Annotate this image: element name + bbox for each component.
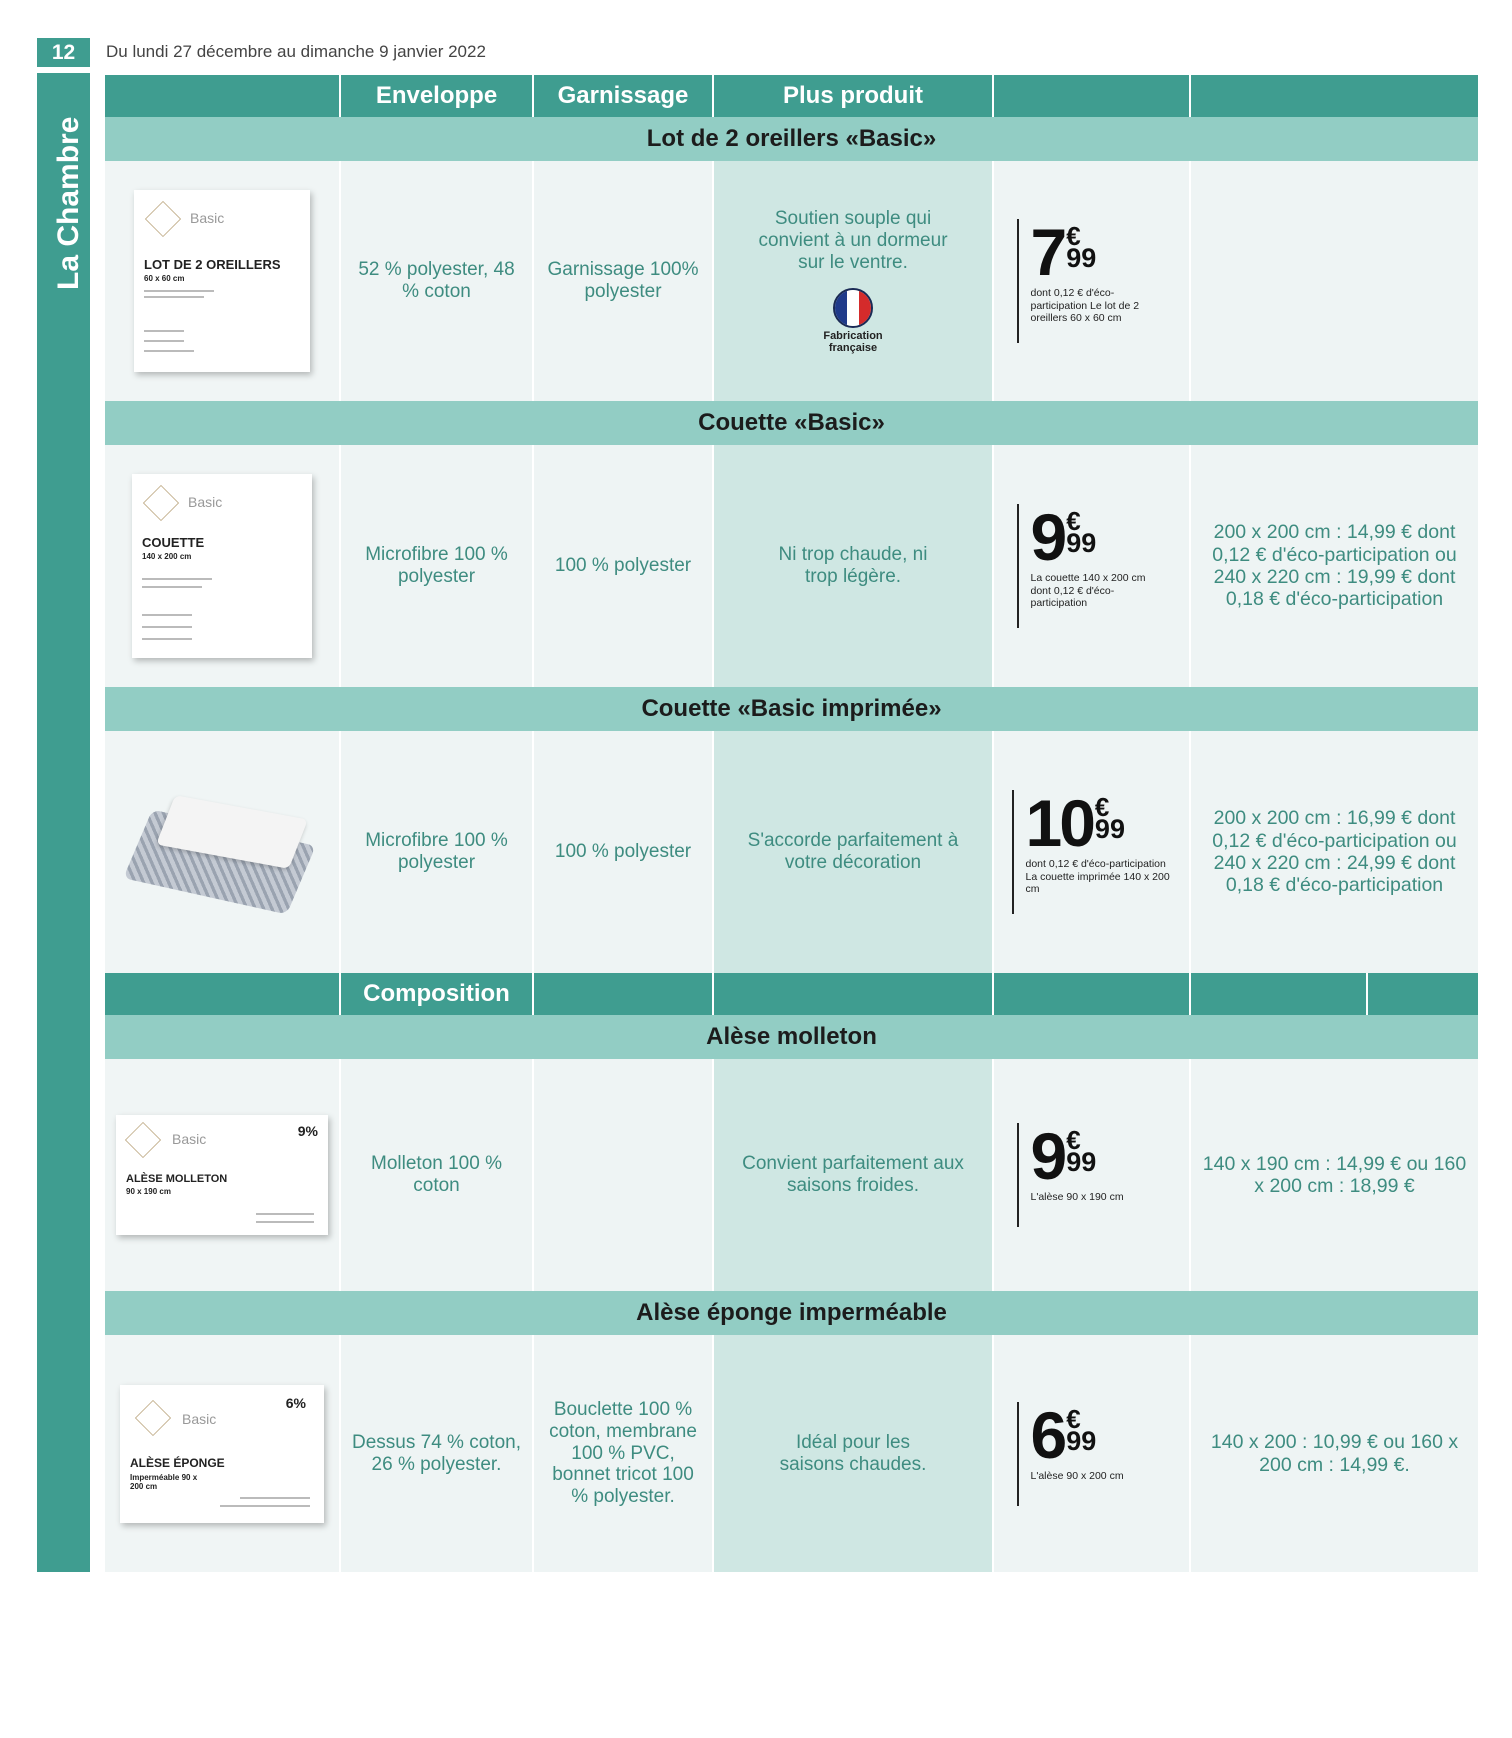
plus-text: Ni trop chaude, ni trop légère. [778,544,928,587]
pack-brand: Basic [188,494,223,510]
brand-logo-icon [143,485,179,521]
product-title: Couette «Basic» [105,401,1478,445]
garnissage-value: Bouclette 100 % coton, membrane 100 % PVC, bonnet tricot 100 % polyester. [534,1335,714,1572]
price-integer: 7 [1030,215,1065,289]
price-integer: 9 [1030,1119,1065,1193]
column-header-row [105,75,1478,117]
garnissage-value: 100 % polyester [534,445,714,687]
price [1017,215,1167,343]
extra-sizes: 140 x 200 : 10,99 € ou 160 x 200 cm : 14,99 €. [1191,1335,1478,1572]
brand-logo-icon [145,201,181,237]
price-cell [994,1059,1191,1291]
plus-produit-value [714,1335,994,1572]
product-row [105,1335,1478,1572]
pack-price: 6% [285,1394,306,1411]
product-image [105,1335,341,1572]
price-integer: 10 [1025,786,1093,860]
product-row [105,1059,1478,1291]
price-cell [994,1335,1191,1572]
pack-title: ALÈSE ÉPONGE [130,1455,225,1470]
product-image [105,731,341,973]
price-cell [994,161,1191,401]
pack-price: 9% [297,1123,318,1139]
pillow-package [134,190,310,372]
price-cents: 99 [1066,1147,1097,1177]
composition-value: Molleton 100 % coton [341,1059,534,1291]
price-currency: € [1066,221,1081,251]
date-range: Du lundi 27 décembre au dimanche 9 janvier 2022 [106,42,486,61]
price-cents: 99 [1066,243,1097,273]
column-plus-produit: Plus produit [714,75,994,117]
pack-title: ALÈSE MOLLETON [126,1173,228,1185]
brand-logo-icon [125,1122,161,1158]
enveloppe-value: Microfibre 100 % polyester [341,445,534,687]
duvet-package [132,474,312,658]
product-title: Alèse éponge imperméable [105,1291,1478,1335]
section-title: La Chambre [52,116,85,290]
page-number: 12 [37,38,90,67]
plus-produit-value [714,445,994,687]
price-note: dont 0,12 € d'éco-participation La couette imprimée 140 x 200 cm [1025,858,1170,896]
product-title: Lot de 2 oreillers «Basic» [105,117,1478,161]
pack-brand: Basic [190,210,225,226]
product-title: Couette «Basic imprimée» [105,687,1478,731]
price-note: dont 0,12 € d'éco-participation Le lot de 2 oreillers 60 x 60 cm [1030,287,1140,325]
product-image [105,161,341,401]
price [1017,500,1167,628]
plus-text: S'accorde parfaitement à votre décoration [747,830,959,873]
column-composition: Composition [341,973,534,1015]
price-note: L'alèse 90 x 190 cm [1030,1191,1124,1203]
garnissage-value: Garnissage 100% polyester [534,161,714,401]
product-row [105,161,1478,401]
price-cents: 99 [1066,1425,1097,1456]
plus-produit-value [714,731,994,973]
waterproof-protector-package [120,1385,324,1523]
price-currency: € [1066,1125,1081,1155]
price [1017,1397,1167,1506]
price [1017,1119,1167,1227]
plus-produit-value [714,161,994,401]
plus-produit-value [714,1059,994,1291]
price-cell [994,445,1191,687]
product-title: Alèse molleton [105,1015,1478,1059]
price-integer: 9 [1030,500,1065,574]
product-row [105,445,1478,687]
composition-value: Dessus 74 % coton, 26 % polyester. [341,1335,534,1572]
price-integer: 6 [1030,1397,1065,1472]
fabrication-badge: Fabrication française [823,329,883,354]
section-tab [37,73,90,1572]
price [1012,786,1172,914]
column-header-row [105,973,1478,1015]
french-flag-icon [833,288,873,328]
enveloppe-value: Microfibre 100 % polyester [341,731,534,973]
product-table [105,75,1478,1572]
pack-brand: Basic [182,1410,217,1427]
product-image [105,445,341,687]
price-cents: 99 [1066,528,1097,558]
enveloppe-value: 52 % polyester, 48 % coton [341,161,534,401]
pack-size: Imperméable 90 x 200 cm [130,1472,198,1491]
pack-size: 140 x 200 cm [142,552,192,561]
pack-title: COUETTE [142,535,205,550]
column-garnissage: Garnissage [534,75,714,117]
extra-sizes: 200 x 200 cm : 14,99 € dont 0,12 € d'éco-participation ou 240 x 220 cm : 19,99 € dont 0,18 € d'éco-participation [1191,445,1478,687]
pack-size: 60 x 60 cm [144,274,185,283]
price-currency: € [1066,506,1081,536]
mattress-protector-package [116,1115,328,1235]
price-note: La couette 140 x 200 cm dont 0,12 € d'éco-participation [1030,572,1146,610]
garnissage-value: 100 % polyester [534,731,714,973]
price-note: L'alèse 90 x 200 cm [1030,1469,1124,1482]
price-cell [994,731,1191,973]
price-cents: 99 [1094,814,1125,844]
product-image [105,1059,341,1291]
column-enveloppe: Enveloppe [341,75,534,117]
plus-text: Convient parfaitement aux saisons froides. [742,1153,964,1196]
extra-sizes: 140 x 190 cm : 14,99 € ou 160 x 200 cm : 18,99 € [1191,1059,1478,1291]
price-currency: € [1094,792,1110,822]
folded-duvet-image [122,797,322,907]
pack-title: LOT DE 2 OREILLERS [144,257,281,272]
price-currency: € [1066,1403,1081,1434]
plus-text: Idéal pour les saisons chaudes. [779,1431,927,1475]
pack-size: 90 x 190 cm [126,1187,171,1196]
garnissage-value [534,1059,714,1291]
brand-logo-icon [135,1399,171,1435]
plus-text: Soutien souple qui convient à un dormeur sur le ventre. [758,208,948,273]
pack-brand: Basic [172,1131,207,1147]
extra-sizes: 200 x 200 cm : 16,99 € dont 0,12 € d'éco-participation ou 240 x 220 cm : 24,99 € dont 0,18 € d'éco-participation [1191,731,1478,973]
product-row [105,731,1478,973]
extra-sizes [1191,161,1478,401]
